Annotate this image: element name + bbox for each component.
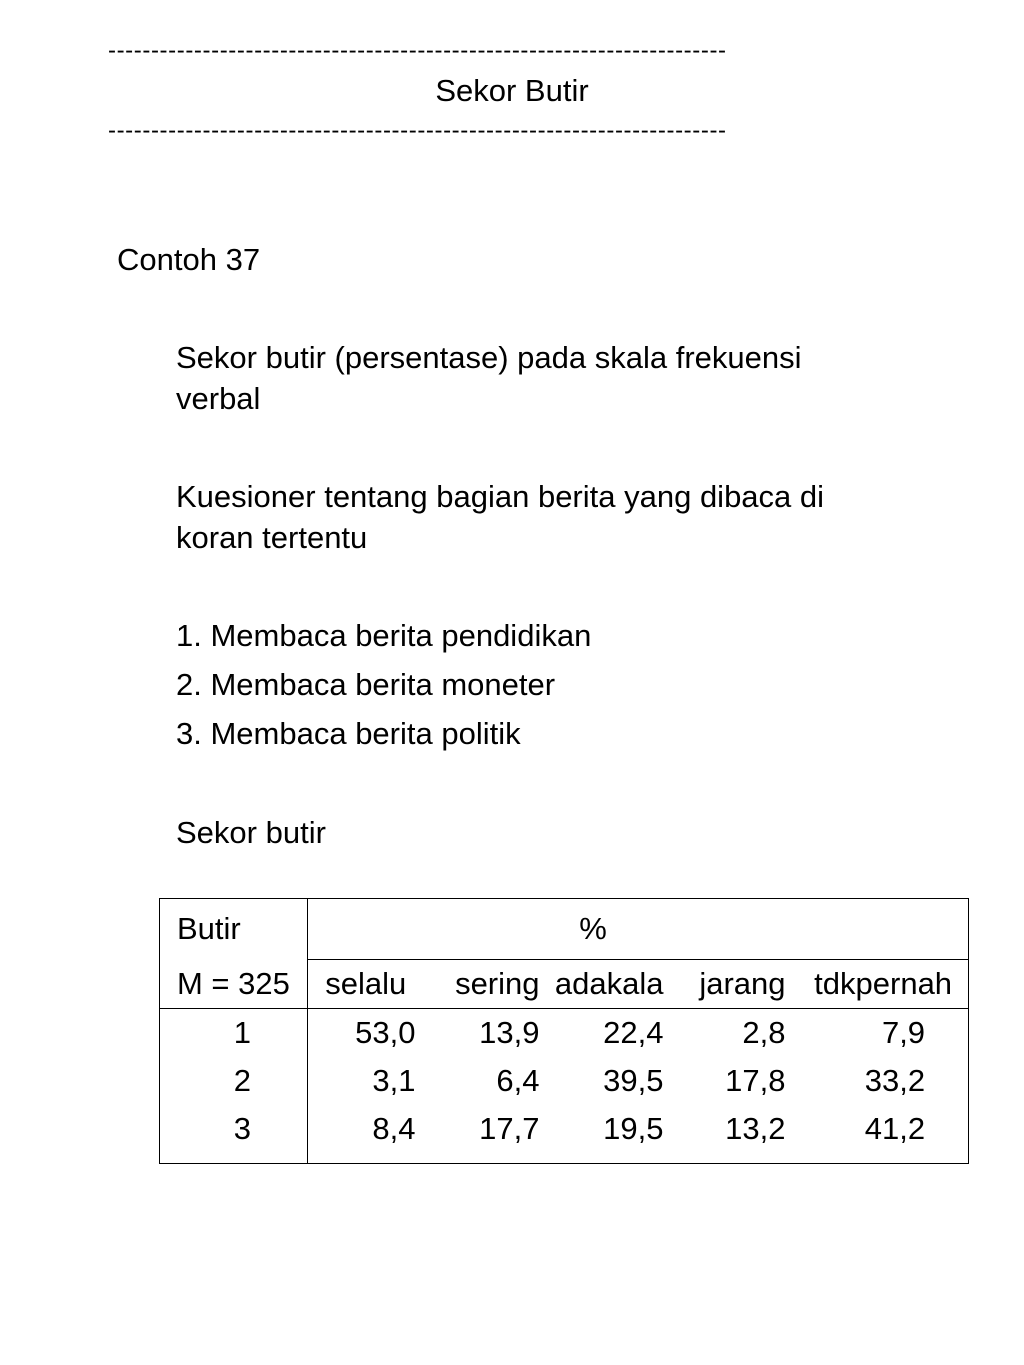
page-title: Sekor Butir	[435, 73, 589, 108]
table-cell: 33,2	[796, 1057, 969, 1105]
column-header-sering: sering	[424, 960, 548, 1009]
table-row	[160, 1009, 969, 1058]
header-item-label: Butir	[160, 899, 308, 960]
column-header-jarang: jarang	[672, 960, 796, 1009]
table-subheader-row	[160, 960, 969, 1009]
table-row	[160, 1057, 969, 1105]
row-item-number: 1	[160, 1009, 308, 1058]
table-cell: 53,0	[355, 1015, 416, 1050]
table-cell: 19,5	[548, 1105, 672, 1164]
table-cell: 13,9	[479, 1015, 540, 1050]
questionnaire-line-2: koran tertentu	[176, 520, 368, 555]
column-header-selalu: selalu	[308, 960, 424, 1009]
header-n-label: M = 325	[160, 960, 308, 1009]
row-item-number: 2	[160, 1057, 308, 1105]
questionnaire-line-1: Kuesioner tentang bagian berita yang dibaca di	[176, 479, 825, 514]
table-cell: 17,8	[725, 1063, 786, 1098]
row-item-number: 3	[160, 1105, 308, 1164]
table-cell: 41,2	[796, 1105, 969, 1164]
column-header-adakala: adakala	[548, 960, 672, 1009]
table-cell: 6,4	[496, 1063, 540, 1098]
table-cell: 8,4	[308, 1105, 424, 1164]
description-line-1: Sekor butir (persentase) pada skala frekuensi	[176, 340, 802, 375]
table-row	[160, 1105, 969, 1164]
list-item: 1. Membaca berita pendidikan	[176, 618, 592, 653]
table-cell: 7,9	[796, 1009, 969, 1058]
header-rule-top: ------------------------------------------------------------------------	[108, 37, 727, 64]
table-cell: 2,8	[742, 1015, 786, 1050]
score-table	[159, 898, 969, 1164]
table-header-row	[160, 899, 969, 960]
example-label: Contoh 37	[117, 242, 261, 277]
header-rule-bottom: ------------------------------------------------------------------------	[108, 117, 727, 144]
table-cell: 39,5	[603, 1063, 664, 1098]
table-cell: 13,2	[672, 1105, 796, 1164]
table-cell: 3,1	[372, 1063, 416, 1098]
column-header-tdkpernah: tdkpernah	[796, 960, 969, 1009]
header-percent-label: %	[308, 899, 969, 960]
list-item: 2. Membaca berita moneter	[176, 667, 556, 702]
table-cell: 17,7	[424, 1105, 548, 1164]
table-heading: Sekor butir	[176, 815, 326, 850]
list-item: 3. Membaca berita politik	[176, 716, 521, 751]
table-cell: 22,4	[603, 1015, 664, 1050]
description-line-2: verbal	[176, 381, 261, 416]
